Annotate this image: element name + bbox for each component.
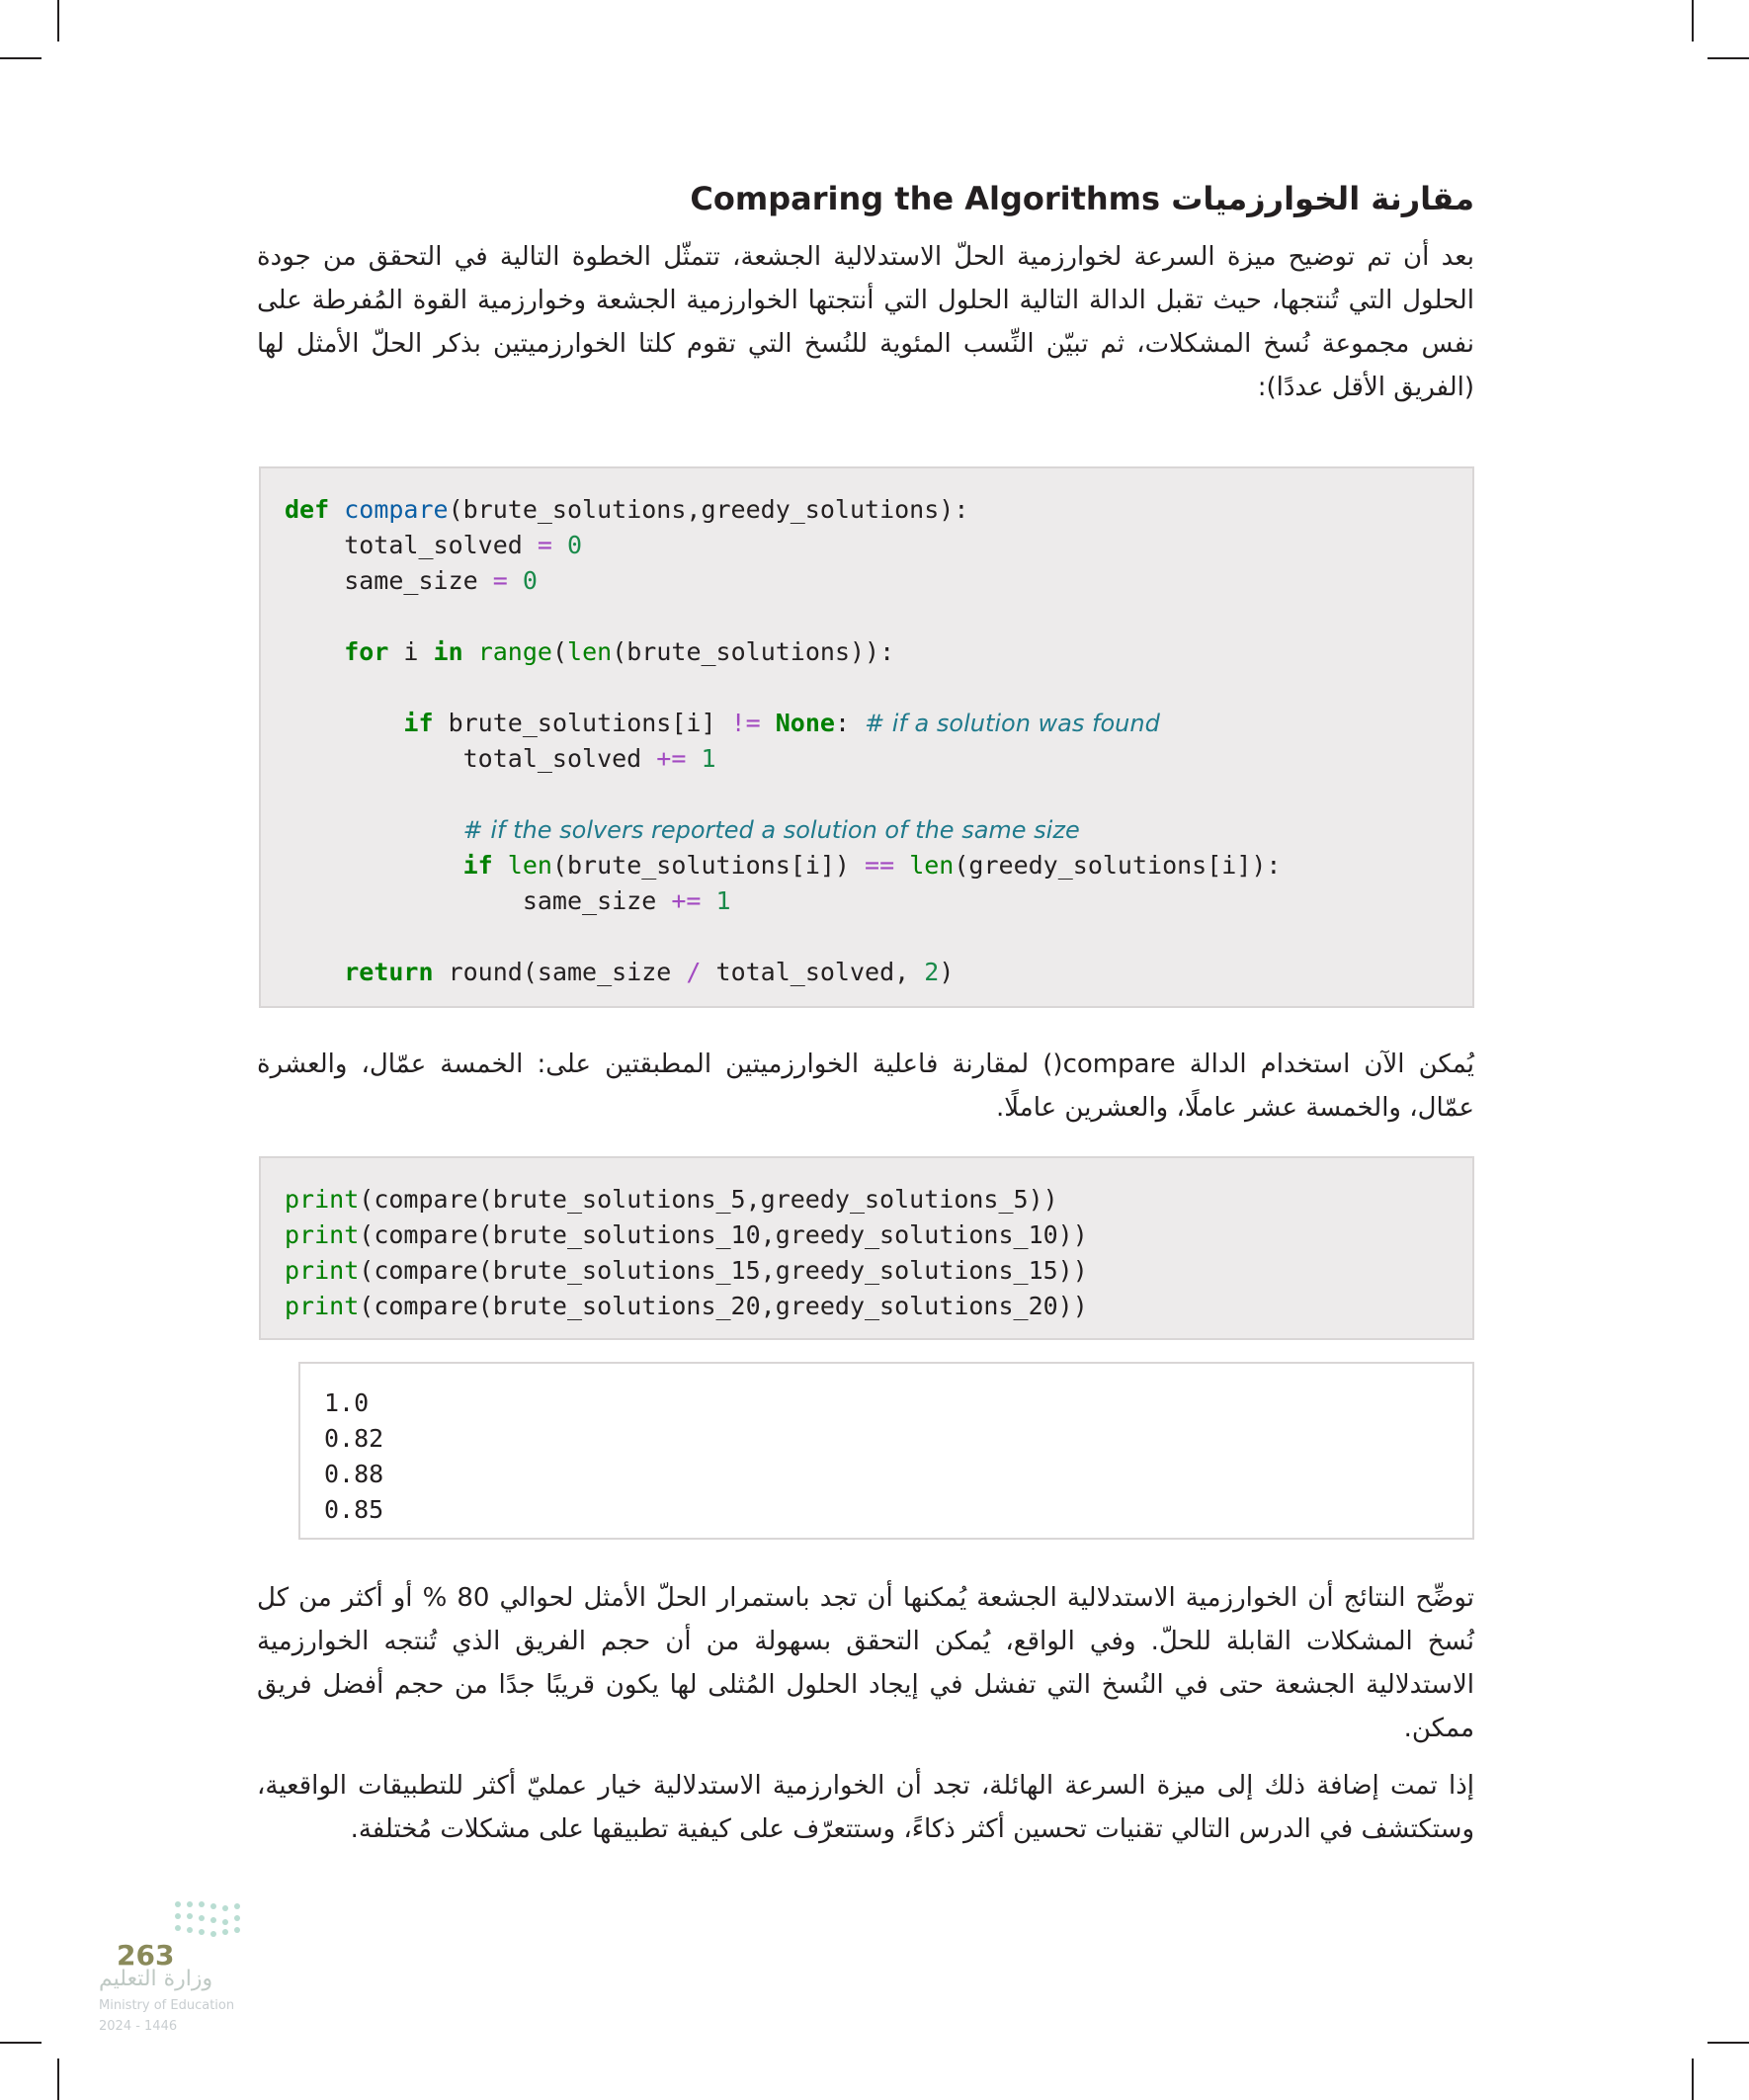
code-block-compare (259, 466, 1474, 1008)
crop-mark (1692, 0, 1694, 42)
crop-mark (1707, 57, 1749, 59)
output-values: 1.0 0.82 0.88 0.85 (324, 1388, 384, 1524)
page-number: 263 (117, 1939, 175, 1972)
crop-mark (0, 2042, 42, 2044)
closing-paragraph: إذا تمت إضافة ذلك إلى ميزة السرعة الهائلة، تجد أن الخوارزمية الاستدلالية خيار عمليّ أكثر للتطبيقات الواقعية، وستكتشف في الدرس التالي تقنيات تحسين أكثر ذكاءً، وستتعرّف على كيفية تطبيقها على مشكلات مُختلفة. (257, 1771, 1474, 1844)
intro-paragraph: بعد أن تم توضيح ميزة السرعة لخوارزمية الحلّ الاستدلالية الجشعة، تتمثّل الخطوة التالية في التحقق من جودة الحلول التي تُنتجها، حيث تقبل الدالة التالية الحلول التي أنتجتها الخوارزمية الجشعة وخوارزمية القوة المُفرطة على نفس مجموعة نُسخ المشكلات، ثم تبيّن النِّسب المئوية للنُسخ التي تقوم كلتا الخوارزميتين بذكر الحلّ الأمثل لها (الفريق الأقل عددًا): (257, 242, 1474, 402)
crop-mark (57, 2058, 59, 2100)
results-paragraph: توضِّح النتائج أن الخوارزمية الاستدلالية الجشعة يُمكنها أن تجد باستمرار الحلّ الأمثل لحوالي 80 % أو أكثر من كل نُسخ المشكلات القابلة للحلّ. وفي الواقع، يُمكن التحقق بسهولة من أن حجم الفريق الذي تُنتجه الخوارزمية الاستدلالية الجشعة حتى في النُسخ التي تفشل في إيجاد الحلول المُثلى لها يكون قريبًا جدًا من حجم أفضل فريق ممكن. (257, 1583, 1474, 1743)
code-block-print (259, 1156, 1474, 1340)
ministry-name-english: Ministry of Education (99, 1998, 235, 2013)
compare-paragraph: يُمكن الآن استخدام الدالة compare() لمقارنة فاعلية الخوارزميتين المطبقتين على: الخمسة عمّال، والعشرة عمّال، والخمسة عشر عاملًا، والعشرين عاملًا. (257, 1050, 1474, 1123)
crop-mark (0, 57, 42, 59)
output-block (298, 1362, 1474, 1540)
ministry-name-arabic: وزارة التعليم (99, 1967, 213, 1991)
crop-mark (1692, 2058, 1694, 2100)
crop-mark (57, 0, 59, 42)
code-compare-function: def compare(brute_solutions,greedy_solutions): total_solved = 0 same_size = 0 for i in range(len(brute_solutions)): if brute_solutions[i] != None: # if a solution was found total_solved += 1 # if the solvers reported a solution of the same size if len(brute_solutions[i]) == len(greedy_solutions[i]): same_size += 1 return round(same_size / total_solved, 2) (285, 495, 1282, 986)
academic-year: 2024 - 1446 (99, 2019, 178, 2034)
section-heading: مقارنة الخوارزميات Comparing the Algorithms (690, 180, 1474, 217)
crop-mark (1707, 2042, 1749, 2044)
code-print-calls: print(compare(brute_solutions_5,greedy_solutions_5)) print(compare(brute_solutions_10,greedy_solutions_10)) print(compare(brute_solutions_15,greedy_solutions_15)) print(compare(brute_solutions_20,greedy_solutions_20)) (285, 1185, 1088, 1320)
